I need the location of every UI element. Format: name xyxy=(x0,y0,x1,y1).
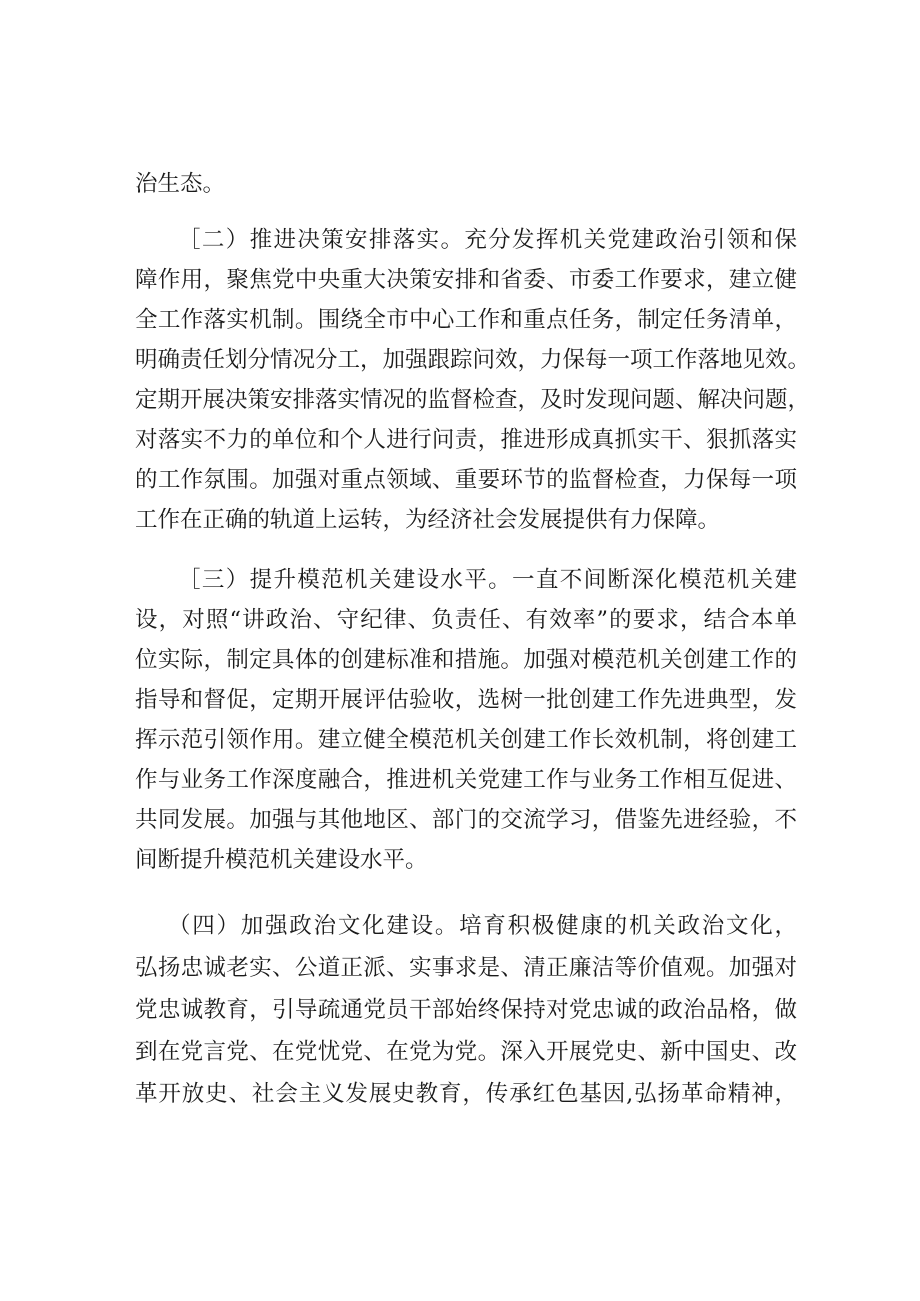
text-line: 设，对照“讲政治、守纪律、负责任、有效率”的要求，结合本单 xyxy=(135,607,797,633)
text-line: 弘扬忠诚老实、公道正派、实事求是、清正廉洁等价值观。加强对 xyxy=(135,955,797,981)
text-line: 明确责任划分情况分工，加强跟踪问效，力保每一项工作落地见效。 xyxy=(135,347,811,373)
text-line: 间断提升模范机关建设水平。 xyxy=(135,847,428,873)
text-line: 指导和督促，定期开展评估验收，选树一批创建工作先进典型，发 xyxy=(135,687,797,713)
text-line: 到在党言党、在党忧党、在党为党。深入开展党史、新中国史、改 xyxy=(135,1039,797,1065)
text-line: 治生态。 xyxy=(135,171,226,197)
text-line: 对落实不力的单位和个人进行问责，推进形成真抓实干、狠抓落实 xyxy=(135,427,797,453)
text-line: 革开放史、社会主义发展史教育，传承红色基因,弘扬革命精神， xyxy=(135,1081,797,1107)
section-heading-line: ［二）推进决策安排落实。充分发挥机关党建政治引领和保 xyxy=(178,227,797,253)
text-line: 作与业务工作深度融合，推进机关党建工作与业务工作相互促进、 xyxy=(135,767,797,793)
text-line: 的工作氛围。加强对重点领域、重要环节的监督检查，力保每一项 xyxy=(135,467,797,493)
text-line: 障作用，聚焦党中央重大决策安排和省委、市委工作要求，建立健 xyxy=(135,267,797,293)
text-line: 共同发展。加强与其他地区、部门的交流学习，借鉴先进经验，不 xyxy=(135,807,797,833)
text-line: 位实际，制定具体的创建标准和措施。加强对模范机关创建工作的 xyxy=(135,647,797,673)
text-line: 工作在正确的轨道上运转，为经济社会发展提供有力保障。 xyxy=(135,507,721,533)
text-line: 党忠诚教育，引导疏通党员干部始终保持对党忠诚的政治品格，做 xyxy=(135,997,797,1023)
text-line: 全工作落实机制。围绕全市中心工作和重点任务，制定任务清单， xyxy=(135,307,797,333)
section-heading-line: （四）加强政治文化建设。培育积极健康的机关政治文化， xyxy=(168,913,797,939)
text-line: 挥示范引领作用。建立健全模范机关创建工作长效机制，将创建工 xyxy=(135,727,797,753)
text-line: 定期开展决策安排落实情况的监督检查，及时发现问题、解决问题， xyxy=(135,387,811,413)
section-heading-line: ［三）提升模范机关建设水平。一直不间断深化模范机关建 xyxy=(178,567,797,593)
